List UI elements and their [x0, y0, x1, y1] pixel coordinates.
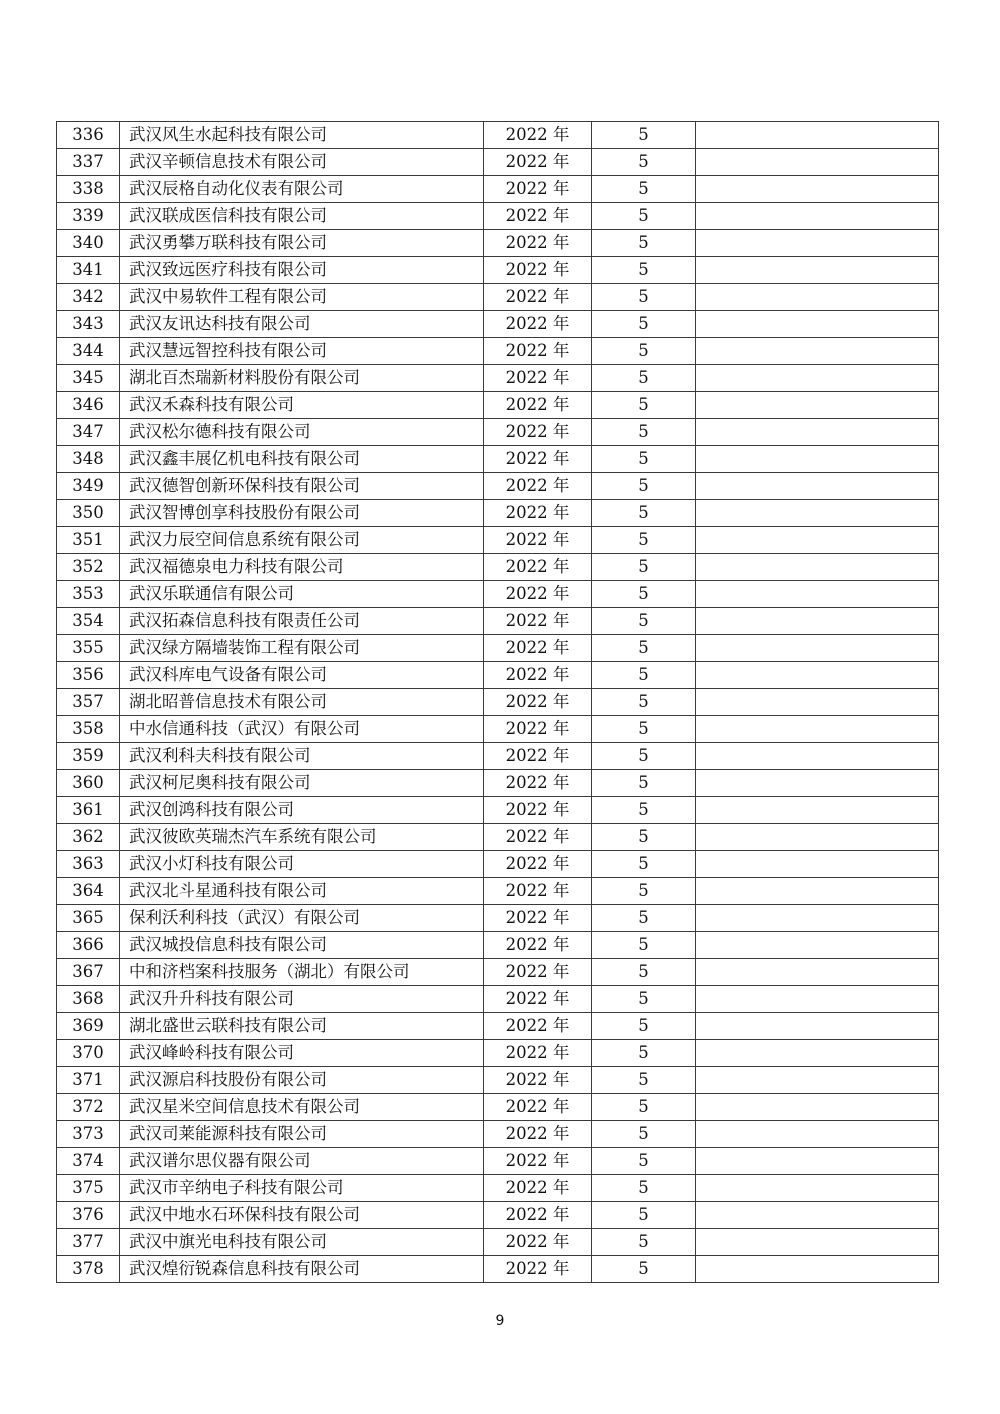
value-cell: 5 — [592, 581, 696, 608]
value-cell: 5 — [592, 203, 696, 230]
year-cell: 2022 年 — [484, 473, 592, 500]
row-index-cell: 342 — [57, 284, 120, 311]
table-row — [57, 1202, 939, 1229]
table-row — [57, 473, 939, 500]
table-row — [57, 554, 939, 581]
company-name-cell: 武汉慧远智控科技有限公司 — [120, 338, 484, 365]
value-cell: 5 — [592, 1256, 696, 1283]
year-cell: 2022 年 — [484, 1202, 592, 1229]
value-cell: 5 — [592, 473, 696, 500]
value-cell: 5 — [592, 932, 696, 959]
note-cell — [696, 716, 939, 743]
table-body — [57, 122, 939, 1283]
company-name-cell: 武汉禾森科技有限公司 — [120, 392, 484, 419]
company-name-cell: 武汉柯尼奥科技有限公司 — [120, 770, 484, 797]
value-cell: 5 — [592, 1013, 696, 1040]
year-cell: 2022 年 — [484, 770, 592, 797]
value-cell: 5 — [592, 797, 696, 824]
company-name-cell: 武汉力辰空间信息系统有限公司 — [120, 527, 484, 554]
table-row — [57, 959, 939, 986]
note-cell — [696, 1094, 939, 1121]
company-name-cell: 武汉利科夫科技有限公司 — [120, 743, 484, 770]
note-cell — [696, 770, 939, 797]
table-row — [57, 662, 939, 689]
value-cell: 5 — [592, 338, 696, 365]
company-name-cell: 武汉谱尔思仪器有限公司 — [120, 1148, 484, 1175]
value-cell: 5 — [592, 1202, 696, 1229]
company-name-cell: 武汉辰格自动化仪表有限公司 — [120, 176, 484, 203]
table-row — [57, 419, 939, 446]
value-cell: 5 — [592, 1121, 696, 1148]
note-cell — [696, 149, 939, 176]
value-cell: 5 — [592, 635, 696, 662]
year-cell: 2022 年 — [484, 230, 592, 257]
table-row — [57, 689, 939, 716]
year-cell: 2022 年 — [484, 392, 592, 419]
value-cell: 5 — [592, 959, 696, 986]
value-cell: 5 — [592, 257, 696, 284]
value-cell: 5 — [592, 446, 696, 473]
table-row — [57, 284, 939, 311]
row-index-cell: 378 — [57, 1256, 120, 1283]
table-row — [57, 149, 939, 176]
table-row — [57, 176, 939, 203]
table-row — [57, 230, 939, 257]
note-cell — [696, 446, 939, 473]
year-cell: 2022 年 — [484, 122, 592, 149]
row-index-cell: 370 — [57, 1040, 120, 1067]
company-name-cell: 武汉市辛纳电子科技有限公司 — [120, 1175, 484, 1202]
row-index-cell: 361 — [57, 797, 120, 824]
company-name-cell: 武汉小灯科技有限公司 — [120, 851, 484, 878]
note-cell — [696, 635, 939, 662]
year-cell: 2022 年 — [484, 257, 592, 284]
company-name-cell: 武汉峰岭科技有限公司 — [120, 1040, 484, 1067]
value-cell: 5 — [592, 689, 696, 716]
table-row — [57, 446, 939, 473]
company-name-cell: 武汉辛顿信息技术有限公司 — [120, 149, 484, 176]
company-name-cell: 武汉科库电气设备有限公司 — [120, 662, 484, 689]
note-cell — [696, 851, 939, 878]
note-cell — [696, 365, 939, 392]
year-cell: 2022 年 — [484, 581, 592, 608]
company-name-cell: 保利沃利科技（武汉）有限公司 — [120, 905, 484, 932]
row-index-cell: 360 — [57, 770, 120, 797]
year-cell: 2022 年 — [484, 203, 592, 230]
table-row — [57, 392, 939, 419]
table-row — [57, 1229, 939, 1256]
table-row — [57, 797, 939, 824]
page-number: 9 — [495, 1313, 505, 1329]
row-index-cell: 364 — [57, 878, 120, 905]
table-row — [57, 527, 939, 554]
year-cell: 2022 年 — [484, 905, 592, 932]
year-cell: 2022 年 — [484, 1256, 592, 1283]
table-row — [57, 257, 939, 284]
company-table — [56, 121, 939, 1283]
company-name-cell: 武汉福德泉电力科技有限公司 — [120, 554, 484, 581]
note-cell — [696, 824, 939, 851]
note-cell — [696, 176, 939, 203]
year-cell: 2022 年 — [484, 554, 592, 581]
year-cell: 2022 年 — [484, 959, 592, 986]
year-cell: 2022 年 — [484, 716, 592, 743]
row-index-cell: 350 — [57, 500, 120, 527]
row-index-cell: 344 — [57, 338, 120, 365]
note-cell — [696, 527, 939, 554]
row-index-cell: 352 — [57, 554, 120, 581]
note-cell — [696, 500, 939, 527]
table-row — [57, 716, 939, 743]
row-index-cell: 371 — [57, 1067, 120, 1094]
row-index-cell: 355 — [57, 635, 120, 662]
year-cell: 2022 年 — [484, 797, 592, 824]
company-name-cell: 湖北盛世云联科技有限公司 — [120, 1013, 484, 1040]
value-cell: 5 — [592, 527, 696, 554]
table-row — [57, 1094, 939, 1121]
note-cell — [696, 257, 939, 284]
company-name-cell: 武汉北斗星通科技有限公司 — [120, 878, 484, 905]
note-cell — [696, 986, 939, 1013]
year-cell: 2022 年 — [484, 1175, 592, 1202]
table-row — [57, 1121, 939, 1148]
company-name-cell: 中和济档案科技服务（湖北）有限公司 — [120, 959, 484, 986]
value-cell: 5 — [592, 851, 696, 878]
note-cell — [696, 689, 939, 716]
table-row — [57, 122, 939, 149]
note-cell — [696, 1229, 939, 1256]
table-row — [57, 365, 939, 392]
value-cell: 5 — [592, 1148, 696, 1175]
year-cell: 2022 年 — [484, 743, 592, 770]
year-cell: 2022 年 — [484, 1229, 592, 1256]
note-cell — [696, 608, 939, 635]
year-cell: 2022 年 — [484, 824, 592, 851]
value-cell: 5 — [592, 770, 696, 797]
value-cell: 5 — [592, 365, 696, 392]
note-cell — [696, 554, 939, 581]
row-index-cell: 356 — [57, 662, 120, 689]
year-cell: 2022 年 — [484, 851, 592, 878]
table-row — [57, 770, 939, 797]
year-cell: 2022 年 — [484, 365, 592, 392]
table-row — [57, 932, 939, 959]
note-cell — [696, 122, 939, 149]
table-row — [57, 743, 939, 770]
company-name-cell: 武汉司莱能源科技有限公司 — [120, 1121, 484, 1148]
row-index-cell: 369 — [57, 1013, 120, 1040]
year-cell: 2022 年 — [484, 635, 592, 662]
company-name-cell: 武汉乐联通信有限公司 — [120, 581, 484, 608]
company-name-cell: 武汉联成医信科技有限公司 — [120, 203, 484, 230]
table-row — [57, 1175, 939, 1202]
company-name-cell: 武汉中地水石环保科技有限公司 — [120, 1202, 484, 1229]
row-index-cell: 347 — [57, 419, 120, 446]
table-row — [57, 1148, 939, 1175]
value-cell: 5 — [592, 176, 696, 203]
company-name-cell: 武汉创鸿科技有限公司 — [120, 797, 484, 824]
row-index-cell: 351 — [57, 527, 120, 554]
value-cell: 5 — [592, 554, 696, 581]
note-cell — [696, 797, 939, 824]
row-index-cell: 354 — [57, 608, 120, 635]
year-cell: 2022 年 — [484, 338, 592, 365]
year-cell: 2022 年 — [484, 284, 592, 311]
year-cell: 2022 年 — [484, 176, 592, 203]
note-cell — [696, 473, 939, 500]
row-index-cell: 338 — [57, 176, 120, 203]
company-name-cell: 湖北百杰瑞新材料股份有限公司 — [120, 365, 484, 392]
note-cell — [696, 203, 939, 230]
company-name-cell: 武汉致远医疗科技有限公司 — [120, 257, 484, 284]
value-cell: 5 — [592, 500, 696, 527]
row-index-cell: 376 — [57, 1202, 120, 1229]
table-row — [57, 635, 939, 662]
value-cell: 5 — [592, 878, 696, 905]
note-cell — [696, 1175, 939, 1202]
row-index-cell: 375 — [57, 1175, 120, 1202]
table-row — [57, 878, 939, 905]
note-cell — [696, 1013, 939, 1040]
year-cell: 2022 年 — [484, 662, 592, 689]
company-name-cell: 武汉风生水起科技有限公司 — [120, 122, 484, 149]
table-row — [57, 986, 939, 1013]
year-cell: 2022 年 — [484, 1013, 592, 1040]
year-cell: 2022 年 — [484, 500, 592, 527]
row-index-cell: 337 — [57, 149, 120, 176]
row-index-cell: 367 — [57, 959, 120, 986]
company-name-cell: 武汉彼欧英瑞杰汽车系统有限公司 — [120, 824, 484, 851]
table-row — [57, 338, 939, 365]
note-cell — [696, 1121, 939, 1148]
row-index-cell: 345 — [57, 365, 120, 392]
year-cell: 2022 年 — [484, 446, 592, 473]
table-row — [57, 824, 939, 851]
company-name-cell: 武汉绿方隔墙装饰工程有限公司 — [120, 635, 484, 662]
note-cell — [696, 932, 939, 959]
value-cell: 5 — [592, 608, 696, 635]
note-cell — [696, 1067, 939, 1094]
year-cell: 2022 年 — [484, 1148, 592, 1175]
row-index-cell: 346 — [57, 392, 120, 419]
note-cell — [696, 743, 939, 770]
row-index-cell: 362 — [57, 824, 120, 851]
year-cell: 2022 年 — [484, 149, 592, 176]
company-name-cell: 武汉勇攀万联科技有限公司 — [120, 230, 484, 257]
note-cell — [696, 1256, 939, 1283]
year-cell: 2022 年 — [484, 527, 592, 554]
company-name-cell: 武汉中易软件工程有限公司 — [120, 284, 484, 311]
value-cell: 5 — [592, 311, 696, 338]
note-cell — [696, 878, 939, 905]
table-row — [57, 1256, 939, 1283]
value-cell: 5 — [592, 419, 696, 446]
year-cell: 2022 年 — [484, 986, 592, 1013]
value-cell: 5 — [592, 392, 696, 419]
year-cell: 2022 年 — [484, 1121, 592, 1148]
year-cell: 2022 年 — [484, 878, 592, 905]
table-row — [57, 1040, 939, 1067]
note-cell — [696, 581, 939, 608]
row-index-cell: 373 — [57, 1121, 120, 1148]
value-cell: 5 — [592, 662, 696, 689]
value-cell: 5 — [592, 1175, 696, 1202]
value-cell: 5 — [592, 1040, 696, 1067]
table-row — [57, 311, 939, 338]
company-name-cell: 武汉智博创享科技股份有限公司 — [120, 500, 484, 527]
value-cell: 5 — [592, 986, 696, 1013]
company-name-cell: 武汉城投信息科技有限公司 — [120, 932, 484, 959]
company-name-cell: 武汉鑫丰展亿机电科技有限公司 — [120, 446, 484, 473]
row-index-cell: 343 — [57, 311, 120, 338]
company-name-cell: 武汉煌衍锐森信息科技有限公司 — [120, 1256, 484, 1283]
value-cell: 5 — [592, 1094, 696, 1121]
year-cell: 2022 年 — [484, 1067, 592, 1094]
note-cell — [696, 392, 939, 419]
year-cell: 2022 年 — [484, 1094, 592, 1121]
company-name-cell: 武汉中旗光电科技有限公司 — [120, 1229, 484, 1256]
row-index-cell: 349 — [57, 473, 120, 500]
row-index-cell: 368 — [57, 986, 120, 1013]
row-index-cell: 363 — [57, 851, 120, 878]
company-name-cell: 武汉拓森信息科技有限责任公司 — [120, 608, 484, 635]
row-index-cell: 340 — [57, 230, 120, 257]
note-cell — [696, 959, 939, 986]
value-cell: 5 — [592, 905, 696, 932]
row-index-cell: 359 — [57, 743, 120, 770]
table-row — [57, 1013, 939, 1040]
year-cell: 2022 年 — [484, 1040, 592, 1067]
company-name-cell: 湖北昭普信息技术有限公司 — [120, 689, 484, 716]
note-cell — [696, 1148, 939, 1175]
row-index-cell: 348 — [57, 446, 120, 473]
company-name-cell: 武汉友讯达科技有限公司 — [120, 311, 484, 338]
company-name-cell: 中水信通科技（武汉）有限公司 — [120, 716, 484, 743]
year-cell: 2022 年 — [484, 608, 592, 635]
row-index-cell: 377 — [57, 1229, 120, 1256]
row-index-cell: 357 — [57, 689, 120, 716]
row-index-cell: 353 — [57, 581, 120, 608]
row-index-cell: 358 — [57, 716, 120, 743]
value-cell: 5 — [592, 230, 696, 257]
row-index-cell: 366 — [57, 932, 120, 959]
company-name-cell: 武汉星米空间信息技术有限公司 — [120, 1094, 484, 1121]
company-name-cell: 武汉源启科技股份有限公司 — [120, 1067, 484, 1094]
value-cell: 5 — [592, 284, 696, 311]
row-index-cell: 341 — [57, 257, 120, 284]
year-cell: 2022 年 — [484, 932, 592, 959]
table-row — [57, 581, 939, 608]
year-cell: 2022 年 — [484, 311, 592, 338]
note-cell — [696, 419, 939, 446]
table-row — [57, 608, 939, 635]
year-cell: 2022 年 — [484, 419, 592, 446]
table-row — [57, 203, 939, 230]
note-cell — [696, 1202, 939, 1229]
row-index-cell: 372 — [57, 1094, 120, 1121]
table-row — [57, 1067, 939, 1094]
row-index-cell: 336 — [57, 122, 120, 149]
value-cell: 5 — [592, 1067, 696, 1094]
company-name-cell: 武汉升升科技有限公司 — [120, 986, 484, 1013]
year-cell: 2022 年 — [484, 689, 592, 716]
company-name-cell: 武汉松尔德科技有限公司 — [120, 419, 484, 446]
note-cell — [696, 230, 939, 257]
note-cell — [696, 905, 939, 932]
value-cell: 5 — [592, 743, 696, 770]
note-cell — [696, 1040, 939, 1067]
table-row — [57, 500, 939, 527]
row-index-cell: 339 — [57, 203, 120, 230]
note-cell — [696, 338, 939, 365]
value-cell: 5 — [592, 122, 696, 149]
row-index-cell: 365 — [57, 905, 120, 932]
company-name-cell: 武汉德智创新环保科技有限公司 — [120, 473, 484, 500]
note-cell — [696, 284, 939, 311]
value-cell: 5 — [592, 149, 696, 176]
value-cell: 5 — [592, 1229, 696, 1256]
note-cell — [696, 311, 939, 338]
value-cell: 5 — [592, 824, 696, 851]
row-index-cell: 374 — [57, 1148, 120, 1175]
table-row — [57, 851, 939, 878]
value-cell: 5 — [592, 716, 696, 743]
table-row — [57, 905, 939, 932]
note-cell — [696, 662, 939, 689]
